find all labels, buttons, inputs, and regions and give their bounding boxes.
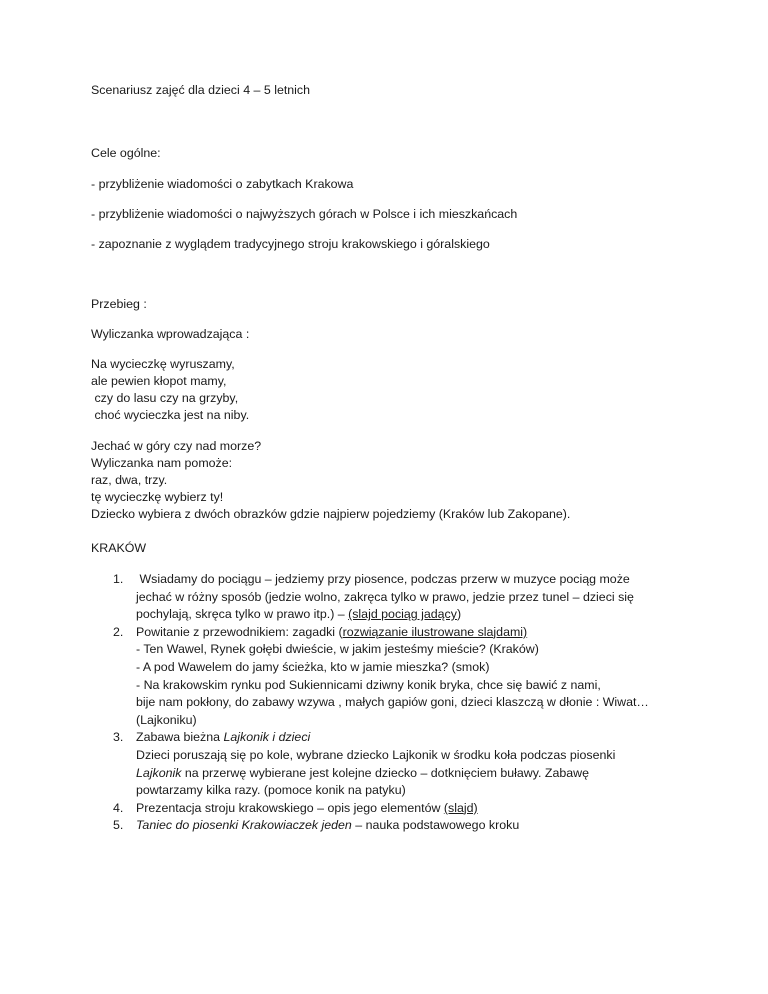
document-title: Scenariusz zajęć dla dzieci 4 – 5 letnich bbox=[91, 83, 311, 97]
poem-line: Dziecko wybiera z dwóch obrazków gdzie najpierw pojedziemy (Kraków lub Zakopane). bbox=[91, 507, 571, 521]
poem-line: choć wycieczka jest na niby. bbox=[91, 408, 250, 422]
list-number: 5. bbox=[113, 818, 124, 833]
goal-item: - przybliżenie wiadomości o zabytkach Krakowa bbox=[91, 177, 354, 191]
poem-line: Wyliczanka nam pomoże: bbox=[91, 456, 233, 470]
list-number: 3. bbox=[113, 730, 124, 745]
goal-item: - zapoznanie z wyglądem tradycyjnego stroju krakowskiego i góralskiego bbox=[91, 237, 490, 251]
list-item: 1. Wsiadamy do pociągu – jedziemy przy piosence, podczas przerw w muzyce pociąg może jechać w różny sposób (jedzie wolno, zakręca tylko w prawo, jedzie przez tunel – dzieci się pochylają, skręca tylko w prawo itp.) – (slajd pociąg jadący) bbox=[113, 572, 634, 622]
list-number: 4. bbox=[113, 800, 124, 815]
goal-item: - przybliżenie wiadomości o najwyższych górach w Polsce i ich mieszkańcach bbox=[91, 207, 518, 221]
list-item: 2. Powitanie z przewodnikiem: zagadki (rozwiązanie ilustrowane slajdami) - Ten Wawel, Rynek gołębi dwieście, w jakim jesteśmy mieście? (Kraków) - A pod Wawelem do jamy ścieżka, kto w jamie mieszka? (smok) - Na krakowskim rynku pod Sukiennicami dziwny konik bryka, chce się bawić z nami, bije nam pokłony, do zabawy wzywa , małych gapiów goni, dzieci klaszczą w dłonie : Wiwat… (Lajkoniku) bbox=[113, 624, 649, 727]
poem-line: raz, dwa, trzy. bbox=[91, 473, 168, 487]
poem-line: Na wycieczkę wyruszamy, bbox=[91, 357, 235, 371]
slide-link-train[interactable]: (slajd pociąg jadący bbox=[348, 607, 457, 622]
poem-line: Jechać w góry czy nad morze? bbox=[91, 439, 262, 453]
slide-link-riddles[interactable]: rozwiązanie ilustrowane slajdami) bbox=[342, 624, 528, 639]
slide-link-costume[interactable]: (slajd) bbox=[443, 800, 478, 815]
section-heading: KRAKÓW bbox=[91, 541, 147, 555]
list-item: 4. Prezentacja stroju krakowskiego – opis jego elementów (slajd) bbox=[91, 800, 651, 818]
course-heading: Przebieg : bbox=[91, 297, 147, 311]
poem-line: tę wycieczkę wybierz ty! bbox=[91, 490, 224, 504]
counting-heading: Wyliczanka wprowadzająca : bbox=[91, 327, 250, 341]
list-number: 2. bbox=[113, 624, 124, 639]
list-item: 5. Taniec do piosenki Krakowiaczek jeden – nauka podstawowego kroku bbox=[91, 817, 651, 835]
list-item: 3. Zabawa bieżna Lajkonik i dzieci Dzieci poruszają się po kole, wybrane dziecko Lajkonik w środku koła podczas piosenki Lajkonik na przerwę wybierane jest kolejne dziecko – dotknięciem buławy. Zabawę powtarzamy kilka razy. (pomoce konik na patyku) bbox=[113, 730, 616, 798]
poem-line: czy do lasu czy na grzyby, bbox=[91, 391, 239, 405]
activity-list bbox=[91, 571, 651, 835]
list-number: 1. bbox=[113, 572, 124, 586]
goals-heading: Cele ogólne: bbox=[91, 146, 161, 160]
poem-line: ale pewien kłopot mamy, bbox=[91, 374, 227, 388]
